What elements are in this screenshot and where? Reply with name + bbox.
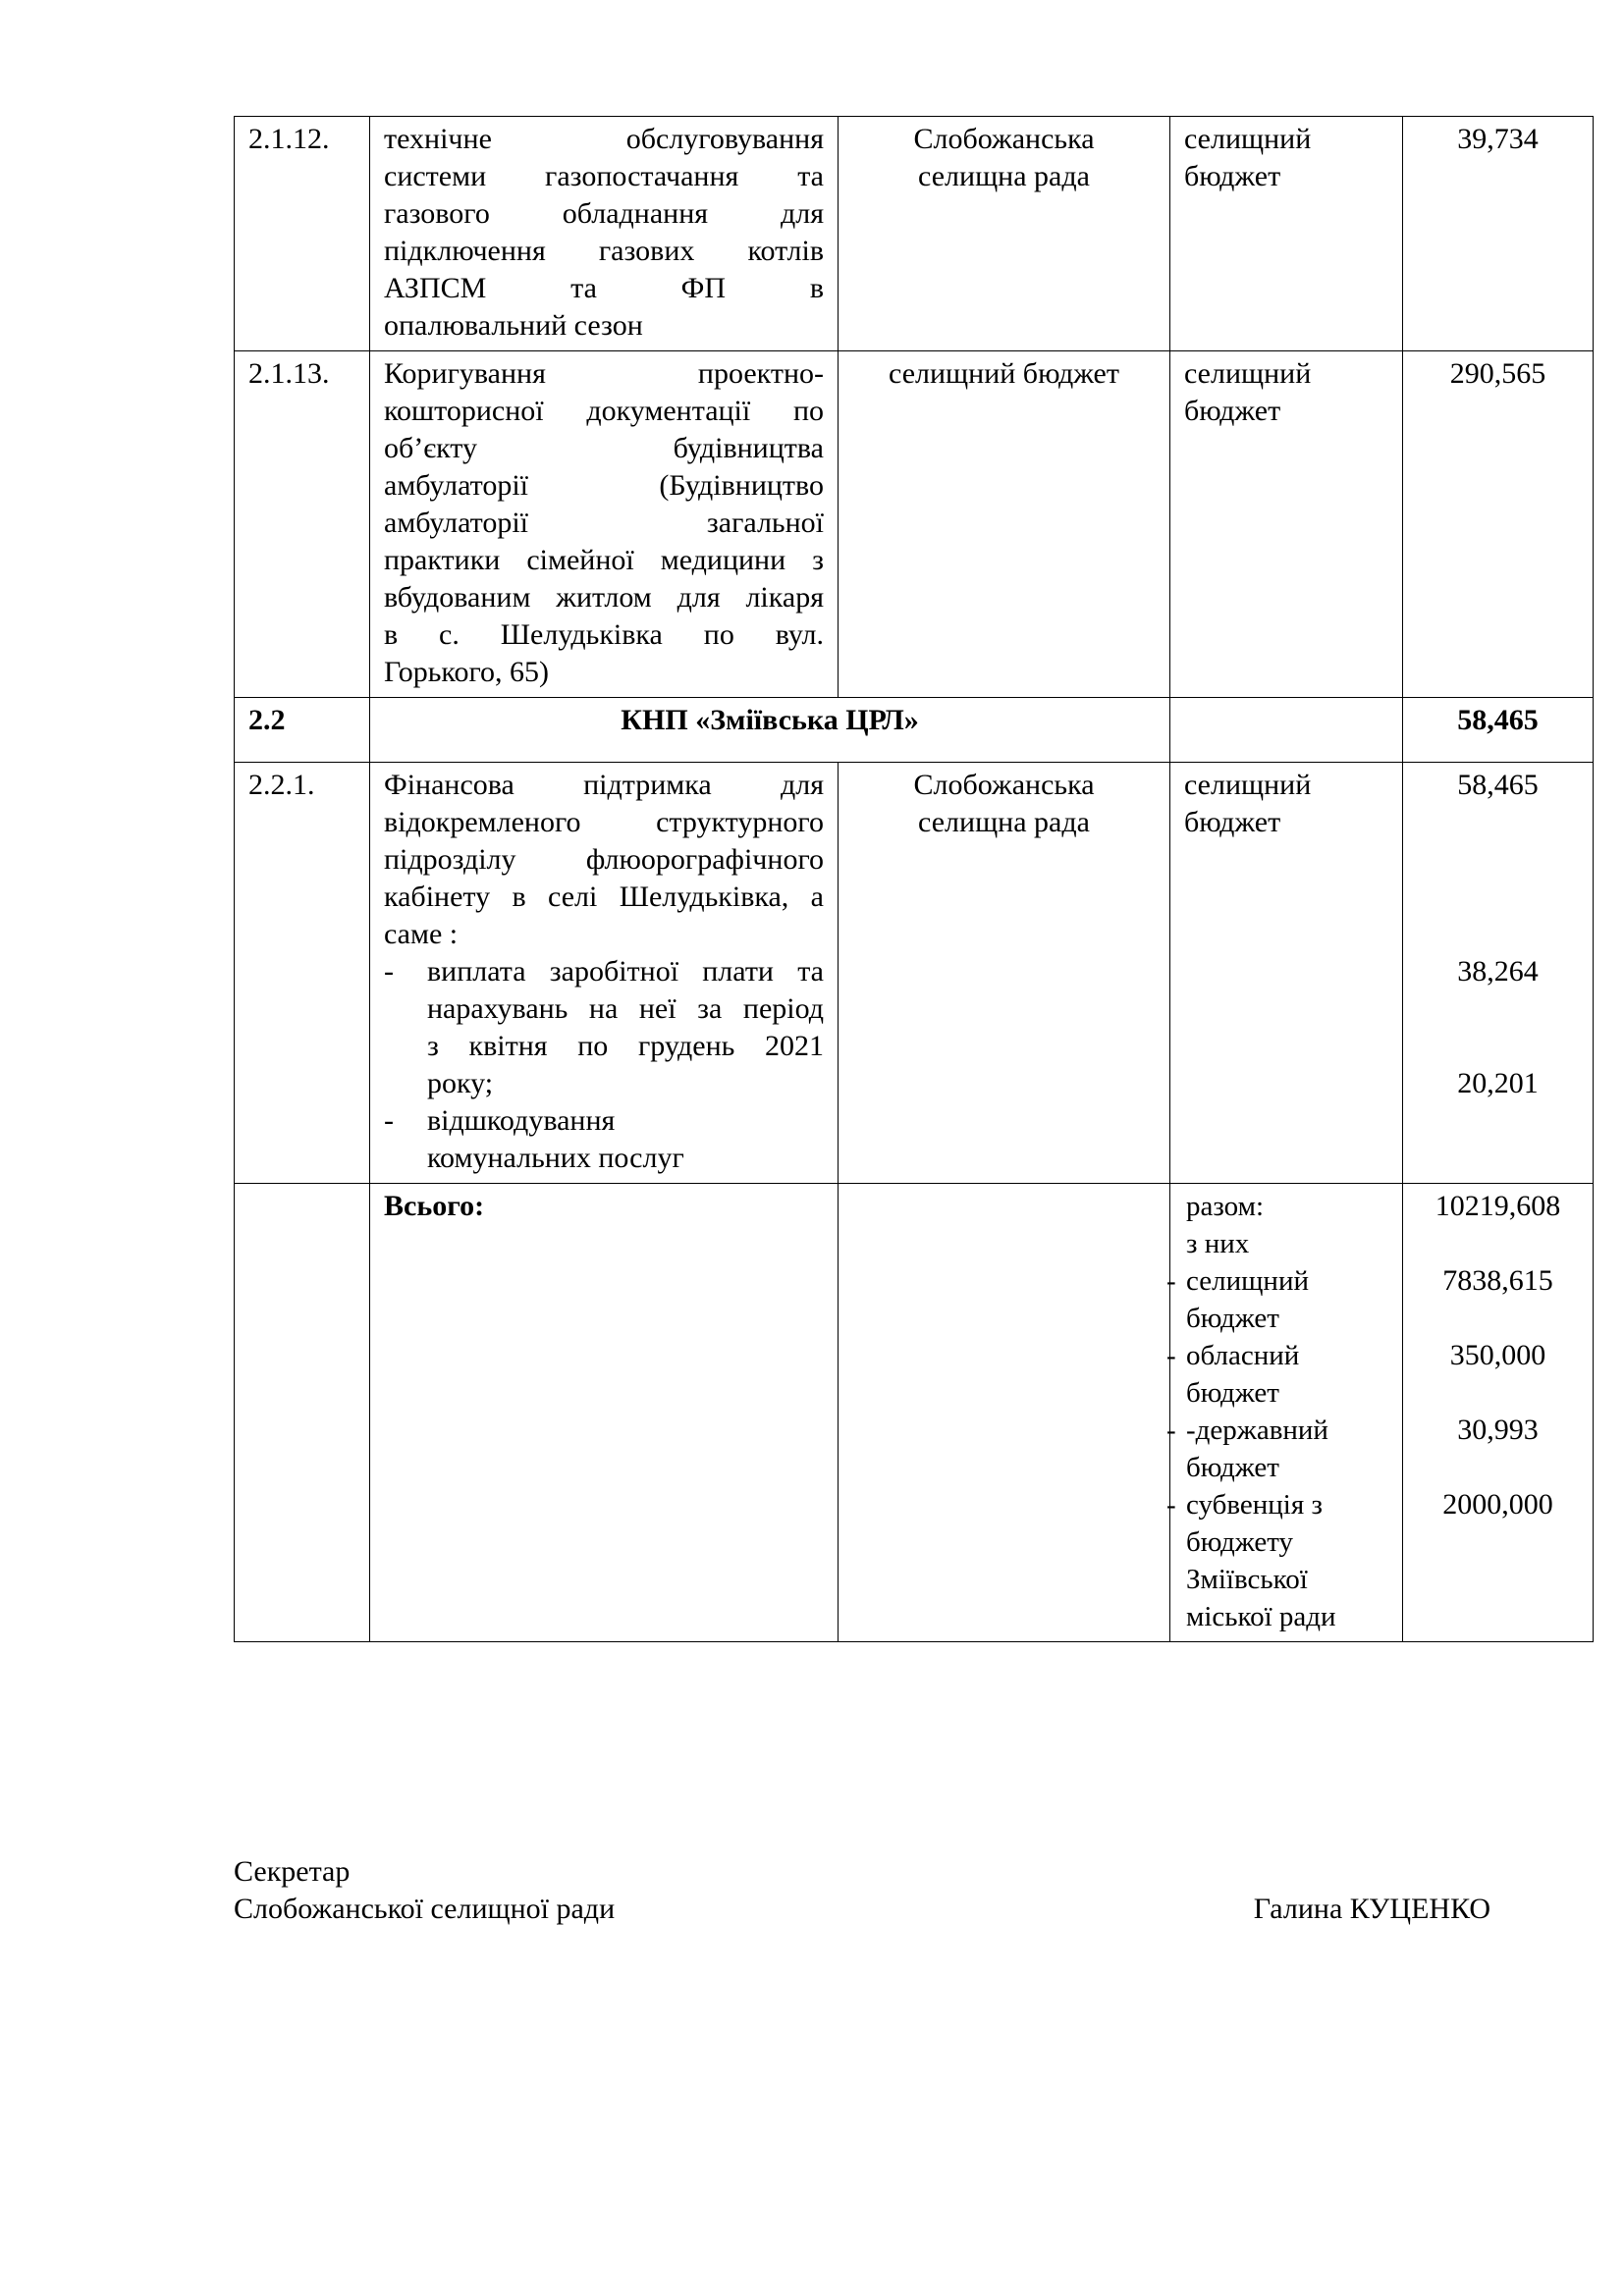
signature-block — [234, 1853, 1490, 1928]
row-sums: 58,465 38,264 20,201 — [1403, 763, 1594, 1184]
total-sums: 10219,608 7838,615 350,000 30,993 2000,000 — [1403, 1184, 1594, 1642]
row-executor: Слобожанська селищна рада — [839, 117, 1170, 351]
section-empty-cell — [1170, 698, 1403, 763]
list-item: - відшкодування комунальних послуг — [384, 1104, 684, 1174]
row-funding-source: селищний бюджет — [1170, 763, 1403, 1184]
table-row — [235, 117, 1594, 351]
row-description: Фінансова підтримка для відокремленого структурного підрозділу флюорографічного кабінету в селі Шелудьківка, а саме : - виплата заробітної плати та нарахувань на неї за період з квітня по грудень 2021 року; - відшкодування комунальних послуг — [370, 763, 839, 1184]
row-executor: селищний бюджет — [839, 351, 1170, 698]
list-item: - селищний бюджет — [1166, 1265, 1309, 1334]
total-label: Всього: — [370, 1184, 839, 1642]
row-executor: Слобожанська селищна рада — [839, 763, 1170, 1184]
signatory-position: Секретар — [234, 1855, 351, 1888]
section-title: КНП «Зміївська ЦРЛ» — [370, 698, 1170, 763]
list-item: - виплата заробітної плати та нарахувань на неї за період з квітня по грудень 2021 року; — [384, 955, 824, 1099]
list-item: - субвенція з бюджету Зміївської міської ради — [1166, 1489, 1336, 1632]
signatory-name: Галина КУЦЕНКО — [1253, 1893, 1490, 1925]
table-row — [235, 351, 1594, 698]
total-empty-exec — [839, 1184, 1170, 1642]
section-number: 2.2 — [235, 698, 370, 763]
total-sources: разом: з них - селищний бюджет - обласний бюджет - -державний бюджет - субвенція з бюджету Зміївської міської ради — [1170, 1184, 1403, 1642]
row-number: 2.2.1. — [235, 763, 370, 1184]
total-empty-num — [235, 1184, 370, 1642]
row-description: технічне обслуговування системи газопостачання та газового обладнання для підключення газових котлів АЗПСМ та ФП в опалювальний сезон — [370, 117, 839, 351]
row-sum: 290,565 — [1403, 351, 1594, 698]
budget-table — [234, 116, 1594, 1642]
table-row — [235, 763, 1594, 1184]
list-item: - обласний бюджет — [1166, 1340, 1300, 1409]
row-sum: 39,734 — [1403, 117, 1594, 351]
row-funding-source: селищний бюджет — [1170, 117, 1403, 351]
list-item: - -державний бюджет — [1166, 1415, 1328, 1483]
total-row — [235, 1184, 1594, 1642]
section-row — [235, 698, 1594, 763]
row-funding-source: селищний бюджет — [1170, 351, 1403, 698]
row-number: 2.1.13. — [235, 351, 370, 698]
row-description: Коригування проектно- кошторисної документації по об’єкту будівництва амбулаторії (Будівництво амбулаторії загальної практики сімейної медицини з вбудованим житлом для лікаря в с. Шелудьківка по вул. Горького, 65) — [370, 351, 839, 698]
section-sum: 58,465 — [1403, 698, 1594, 763]
signatory-organization: Слобожанської селищної ради — [234, 1893, 616, 1925]
row-number: 2.1.12. — [235, 117, 370, 351]
